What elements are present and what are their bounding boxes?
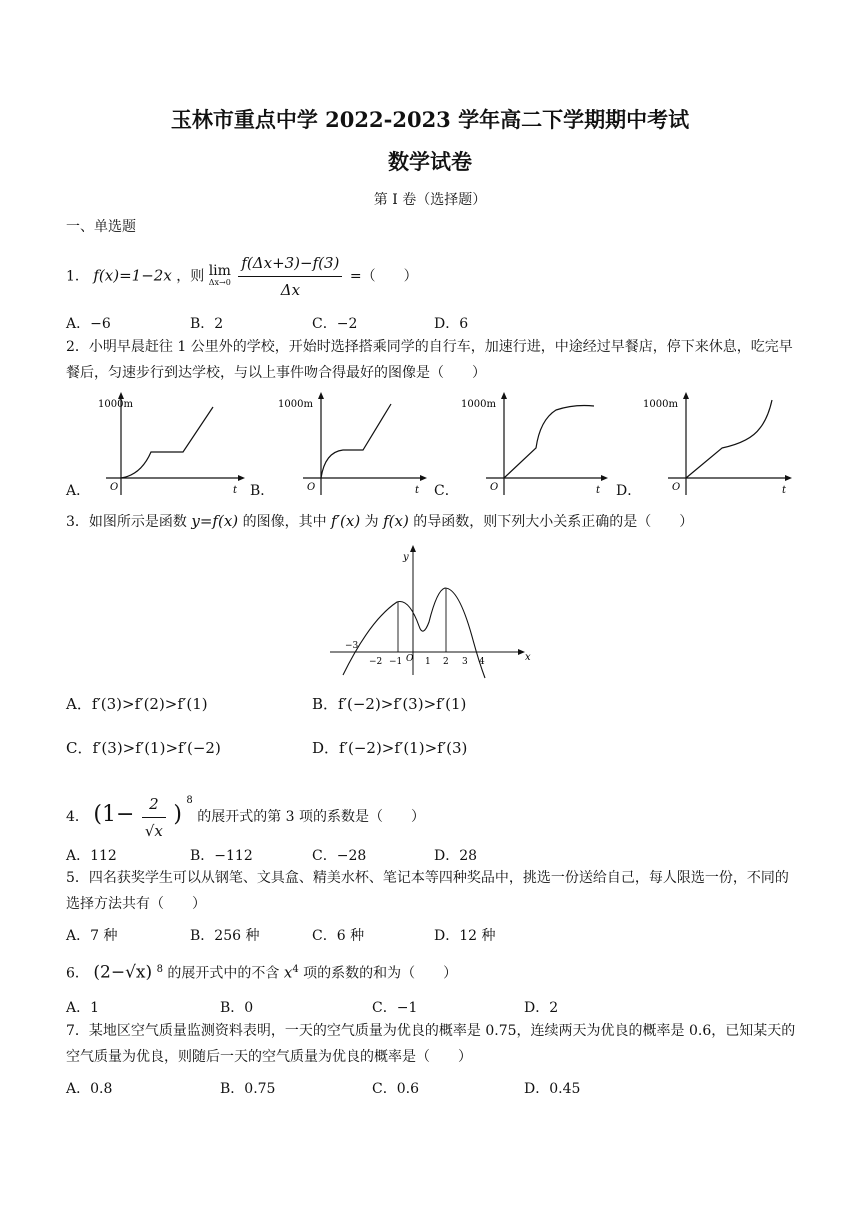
q6-number: 6． <box>66 965 89 982</box>
fraction-numerator: f(Δx+3)−f(3) <box>238 250 342 277</box>
question-1-mid: ，则 <box>176 268 205 285</box>
exam-title: 玉林市重点中学 2022-2023 学年高二下学期期中考试 <box>170 107 690 132</box>
graph-x-label: x <box>525 652 531 663</box>
q7-option-d[interactable]: D．0.45 <box>524 1081 581 1097</box>
q3-option-b[interactable]: B．f′(−2)>f′(3)>f′(1) <box>312 695 467 713</box>
q4-fraction <box>142 791 166 844</box>
q2-graph-a <box>86 390 246 500</box>
question-4 <box>66 788 425 844</box>
q7-option-a[interactable]: A．0.8 <box>66 1081 113 1097</box>
q2-graph-c <box>456 390 616 500</box>
q4-text: 的展开式的第 3 项的系数是（ ） <box>197 809 426 825</box>
question-2-text: 2．小明早晨赶往 1 公里外的学校，开始时选择搭乘同学的自行车，加速行进，中途经过早餐店，停下来休息，吃完早餐后，匀速步行到达学校，与以上事件吻合得最好的图像是（ ） <box>66 339 793 381</box>
q6-option-b[interactable]: B．0 <box>220 1000 254 1016</box>
section-heading: 一、单选题 <box>66 219 136 235</box>
graph-y-label: 1000m <box>278 399 313 410</box>
graph-origin: O <box>672 482 681 493</box>
graph-y-label: 1000m <box>461 399 496 410</box>
q4-frac-den: √x <box>144 821 163 840</box>
q3-function-graph <box>325 540 535 680</box>
graph-origin: O <box>307 482 316 493</box>
question-7-text: 7．某地区空气质量监测资料表明，一天的空气质量为优良的概率是 0.75，连续两天为优良的概率是 0.6，已知某天的空气质量为优良，则随后一天的空气质量为优良的概率是（ ） <box>66 1023 796 1065</box>
q4-expr-open: (1− <box>93 802 135 827</box>
graph-x-label: t <box>782 485 787 496</box>
q3-option-c[interactable]: C．f′(3)>f′(1)>f′(−2) <box>66 739 221 757</box>
tick-label: 1 <box>425 657 431 667</box>
q3-text-a: 3．如图所示是函数 <box>66 514 187 530</box>
q1-option-d[interactable]: D．6 <box>434 316 469 332</box>
q7-option-c[interactable]: C．0.6 <box>372 1081 419 1097</box>
q3-text-d: 的导函数，则下列大小关系正确的是（ ） <box>413 514 694 530</box>
q5-option-d[interactable]: D．12 种 <box>434 928 496 944</box>
q4-frac-num: 2 <box>142 791 166 818</box>
question-1-function: f(x)=1−2x <box>93 266 172 285</box>
q4-option-d[interactable]: D．28 <box>434 848 478 864</box>
q6-option-a[interactable]: A．1 <box>66 1000 100 1016</box>
graph-origin: O <box>490 482 499 493</box>
q6-expr: (2−√x) <box>93 962 153 983</box>
q7-option-b[interactable]: B．0.75 <box>220 1081 276 1097</box>
q2-option-d[interactable]: D． <box>616 483 642 499</box>
q4-option-b[interactable]: B．−112 <box>190 848 253 864</box>
tick-label: −1 <box>389 657 403 667</box>
question-1 <box>66 250 418 303</box>
q3-func-c: f(x) <box>383 512 409 530</box>
q6-term: x <box>283 963 293 982</box>
q2-option-a[interactable]: A． <box>66 483 91 499</box>
q1-option-c[interactable]: C．−2 <box>312 316 358 332</box>
tick-label: 2 <box>443 657 449 667</box>
limit-symbol: lim Δx→0 <box>208 262 231 287</box>
exam-part: 第 I 卷（选择题） <box>373 192 487 208</box>
tick-label: 4 <box>479 657 485 667</box>
q3-text-b: 的图像，其中 <box>242 514 327 530</box>
q1-option-a[interactable]: A．−6 <box>66 316 111 332</box>
q6-text-b: 项的系数的和为（ ） <box>303 965 458 982</box>
q6-option-c[interactable]: C．−1 <box>372 1000 418 1016</box>
fraction-denominator: Δx <box>280 281 301 299</box>
exam-subtitle: 数学试卷 <box>388 149 472 174</box>
tick-label: 3 <box>462 657 468 667</box>
q3-option-a[interactable]: A．f′(3)>f′(2)>f′(1) <box>66 695 208 713</box>
graph-y-label: 1000m <box>98 399 133 410</box>
q2-option-b[interactable]: B． <box>250 483 275 499</box>
question-1-number: 1． <box>66 268 89 285</box>
question-3 <box>66 508 693 535</box>
question-5-text: 5．四名获奖学生可以从钢笔、文具盒、精美水杯、笔记本等四种奖品中，挑选一份送给自己，每人限选一份，不同的选择方法共有（ ） <box>66 870 789 912</box>
tick-label: −3 <box>345 641 359 651</box>
q4-option-c[interactable]: C．−28 <box>312 848 367 864</box>
q5-option-a[interactable]: A．7 种 <box>66 928 118 944</box>
q4-option-a[interactable]: A．112 <box>66 848 117 864</box>
question-1-tail: =（ ） <box>349 268 418 285</box>
question-1-fraction <box>238 250 342 303</box>
graph-x-label: t <box>596 485 601 496</box>
q4-expr-close: ) <box>173 802 182 827</box>
graph-y-label: y <box>403 552 409 563</box>
graph-x-label: t <box>415 485 420 496</box>
graph-origin: O <box>110 482 119 493</box>
q6-power: 8 <box>156 964 163 975</box>
q3-text-c: 为 <box>364 514 379 530</box>
q4-number: 4． <box>66 809 89 825</box>
graph-y-label: 1000m <box>643 399 678 410</box>
question-6 <box>66 957 457 987</box>
q2-graph-b <box>273 390 433 500</box>
q5-option-b[interactable]: B．256 种 <box>190 928 260 944</box>
q3-func-b: f′(x) <box>331 512 361 530</box>
q2-option-c[interactable]: C． <box>434 483 459 499</box>
graph-origin: O <box>406 654 414 664</box>
q4-power: 8 <box>186 795 193 806</box>
graph-x-label: t <box>233 485 238 496</box>
q3-func-a: y=f(x) <box>191 512 239 530</box>
tick-label: −2 <box>369 657 383 667</box>
q5-option-c[interactable]: C．6 种 <box>312 928 365 944</box>
q6-term-power: 4 <box>292 964 299 975</box>
q3-option-d[interactable]: D．f′(−2)>f′(1)>f′(3) <box>312 739 468 757</box>
q1-option-b[interactable]: B．2 <box>190 316 224 332</box>
q2-graph-d <box>640 390 800 500</box>
q6-text-a: 的展开式中的不含 <box>167 965 280 982</box>
q6-option-d[interactable]: D．2 <box>524 1000 559 1016</box>
